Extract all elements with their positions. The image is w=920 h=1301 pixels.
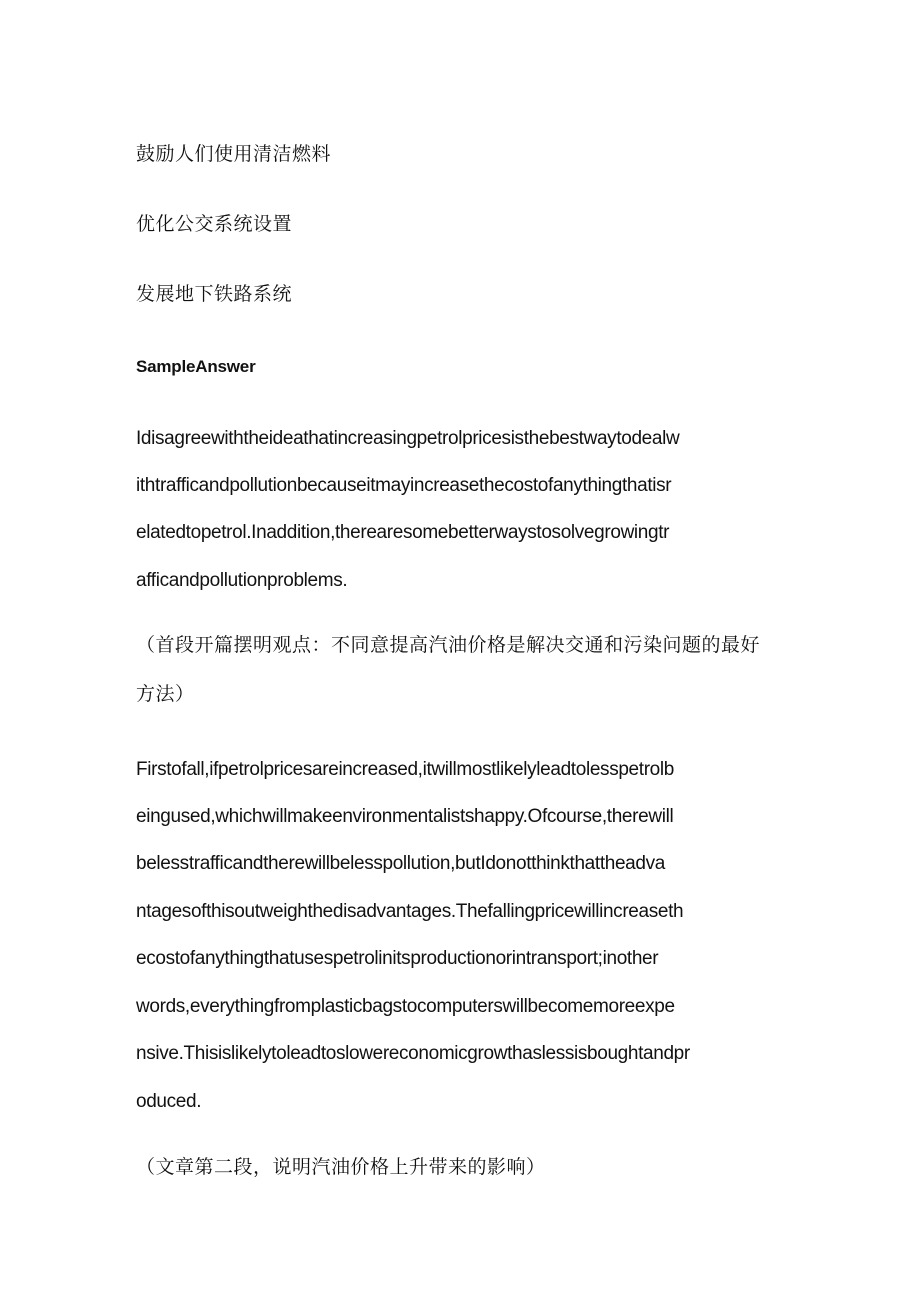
paragraph2-line: ecostofanythingthatusespetrolinitsproductionorintransport;inother bbox=[136, 948, 659, 969]
paragraph2-line: oduced. bbox=[136, 1091, 202, 1112]
sample-answer-heading: SampleAnswer bbox=[136, 357, 256, 376]
paragraph1-line: Idisagreewiththeideathatincreasingpetrolpricesisthebestwaytodealw bbox=[136, 428, 680, 449]
paragraph1-line: afficandpollutionproblems. bbox=[136, 570, 348, 591]
bullet-clean-fuel: 鼓励人们使用清洁燃料 bbox=[136, 143, 332, 165]
paragraph1-line: ithtrafficandpollutionbecauseitmayincreasethecostofanythingthatisr bbox=[136, 475, 672, 496]
note1-line: 方法） bbox=[136, 683, 195, 705]
bullet-public-transport: 优化公交系统设置 bbox=[136, 213, 293, 235]
paragraph2-line: words,everythingfromplasticbagstocomputerswillbecomemoreexpe bbox=[136, 996, 675, 1017]
paragraph2-line: nsive.Thisislikelytoleadtoslowereconomicgrowthaslessisboughtandpr bbox=[136, 1043, 690, 1064]
paragraph2-line: ntagesofthisoutweighthedisadvantages.Thefallingpricewillincreaseth bbox=[136, 901, 684, 922]
paragraph2-line: eingused,whichwillmakeenvironmentalistshappy.Ofcourse,therewill bbox=[136, 806, 674, 827]
note1-line: （首段开篇摆明观点：不同意提高汽油价格是解决交通和污染问题的最好 bbox=[136, 634, 761, 656]
paragraph2-line: belesstrafficandtherewillbelesspollution,butIdonotthinkthattheadva bbox=[136, 853, 665, 874]
paragraph2-line: Firstofall,ifpetrolpricesareincreased,itwillmostlikelyleadtolesspetrolb bbox=[136, 759, 674, 780]
paragraph1-line: elatedtopetrol.Inaddition,therearesomebetterwaystosolvegrowingtr bbox=[136, 522, 670, 543]
note2-line: （文章第二段，说明汽油价格上升带来的影响） bbox=[136, 1156, 546, 1178]
bullet-subway-system: 发展地下铁路系统 bbox=[136, 283, 293, 305]
